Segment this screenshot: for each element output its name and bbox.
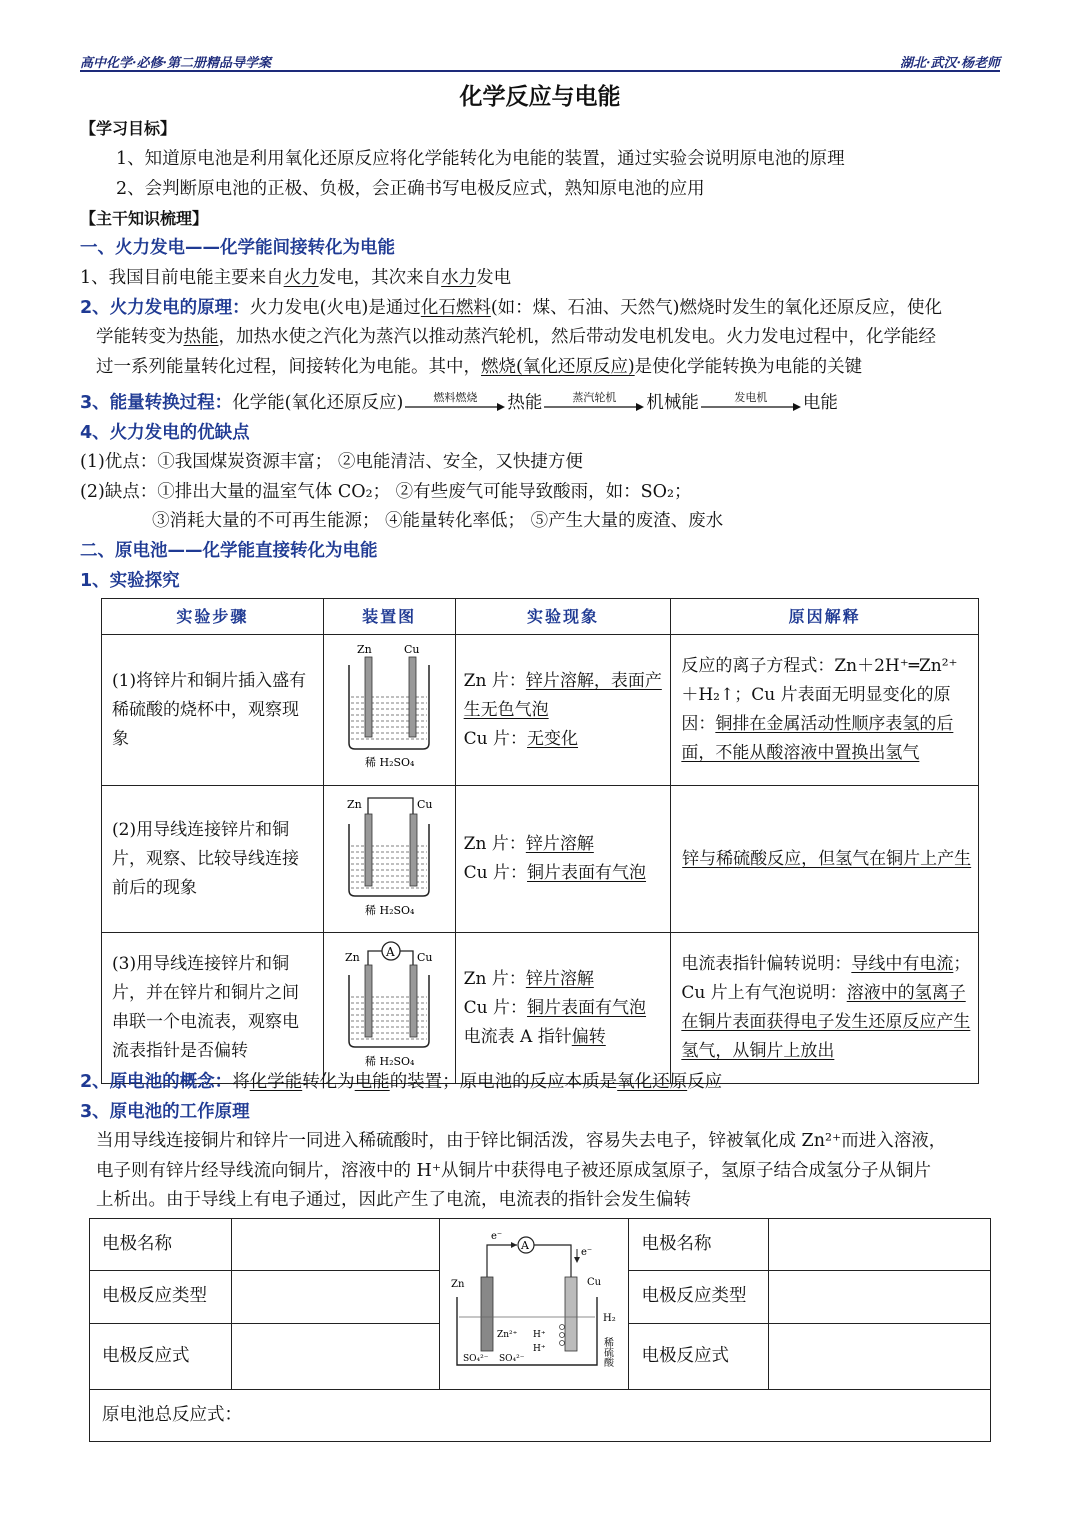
section-1-title: 一、火力发电——化学能间接转化为电能: [80, 238, 395, 258]
svg-text:Cu: Cu: [417, 798, 433, 811]
goal-item-2: 2、会判断原电池的正极、负极，会正确书写电极反应式，熟知原电池的应用: [116, 179, 705, 199]
svg-text:稀 H₂SO₄: 稀 H₂SO₄: [365, 904, 415, 917]
table-row: [90, 1219, 991, 1271]
label-cell: 电极反应式: [90, 1323, 232, 1389]
apparatus-cell: [323, 786, 455, 933]
beaker-wired-icon: [329, 786, 449, 922]
goals-heading: 【学习目标】: [80, 119, 177, 138]
svg-text:H₂: H₂: [602, 1313, 616, 1324]
total-reaction-cell[interactable]: 原电池总反应式：: [90, 1390, 991, 1442]
arrow-icon: 蒸汽轮机: [544, 394, 644, 414]
svg-text:Zn: Zn: [345, 951, 360, 964]
table-row: [102, 933, 979, 1084]
knowledge-heading: 【主干知识梳理】: [80, 209, 209, 228]
experiment-table: [101, 598, 979, 1084]
section-2-title: 二、原电池——化学能直接转化为电能: [80, 541, 378, 561]
col-header: 原因解释: [671, 599, 979, 635]
label-cell: 电极反应类型: [629, 1271, 769, 1323]
svg-text:Zn: Zn: [357, 643, 372, 656]
step-cell: (1)将锌片和铜片插入盛有 稀硫酸的烧杯中，观察现象: [102, 635, 324, 786]
svg-text:Zn: Zn: [347, 798, 362, 811]
principle-line-1: 当用导线连接铜片和锌片一同进入稀硫酸时，由于锌比铜活泼，容易失去电子，锌被氧化成 Zn²⁺而进入溶液，: [96, 1131, 947, 1151]
svg-text:稀 H₂SO₄: 稀 H₂SO₄: [365, 1055, 415, 1068]
svg-text:稀 H₂SO₄: 稀 H₂SO₄: [365, 756, 415, 769]
col-header: 实验步骤: [102, 599, 324, 635]
reason-cell: 反应的离子方程式：Zn＋2H⁺═Zn²⁺＋H₂↑；Cu 片表面无明显变化的原因：铜排在金属活动性顺序表氢的后面，不能从酸溶液中置换出氢气: [671, 635, 979, 786]
arrow-icon: 发电机: [701, 394, 801, 414]
answer-cell[interactable]: [231, 1323, 439, 1389]
svg-text:稀硫酸: 稀硫酸: [601, 1337, 613, 1367]
svg-text:A: A: [386, 945, 395, 959]
answer-cell[interactable]: [769, 1271, 991, 1323]
energy-conversion-chain: 3、能量转换过程：化学能(氧化还原反应) 燃料燃烧 热能 蒸汽轮机 机械能 发电机 电能: [80, 390, 838, 413]
svg-text:Zn: Zn: [450, 1279, 465, 1290]
phenomenon-cell: Zn 片：锌片溶解，表面产生无色气泡 Cu 片：无变化: [455, 635, 671, 786]
page-header: [80, 52, 1000, 72]
electrode-table: [89, 1218, 991, 1442]
header-left: 高中化学·必修·第二册精品导学案: [80, 56, 272, 71]
beaker-zn-cu-icon: [329, 635, 449, 775]
label-cell: 电极反应类型: [90, 1271, 232, 1323]
principle-label: 3、原电池的工作原理: [80, 1102, 250, 1122]
concept-line: 2、原电池的概念：将化学能转化为电能的装置；原电池的反应本质是氧化还原反应: [80, 1072, 723, 1092]
table-row: [90, 1390, 991, 1442]
answer-cell[interactable]: [769, 1219, 991, 1271]
principle-line-2: 电子则有锌片经导线流向铜片，溶液中的 H⁺从铜片中获得电子被还原成氢原子，氢原子结合成氢分子从铜片: [96, 1161, 932, 1181]
label-cell: 电极名称: [90, 1219, 232, 1271]
table-row: [102, 786, 979, 933]
answer-cell[interactable]: [231, 1271, 439, 1323]
table-header-row: [102, 599, 979, 635]
sec1-point-2-line2: 学能转变为热能，加热水使之汽化为蒸汽以推动蒸汽轮机，然后带动发电机发电。火力发电过程中，化学能经: [96, 327, 936, 347]
apparatus-cell: [323, 933, 455, 1084]
cons-line-1: (2)缺点：①排出大量的温室气体 CO₂； ②有些废气可能导致酸雨，如：SO₂；: [80, 482, 692, 502]
svg-text:Cu: Cu: [586, 1277, 602, 1288]
svg-text:e⁻: e⁻: [580, 1247, 593, 1258]
svg-text:H⁺: H⁺: [532, 1330, 546, 1340]
label-cell: 电极名称: [629, 1219, 769, 1271]
arrow-icon: 燃料燃烧: [405, 394, 505, 414]
step-cell: (2)用导线连接锌片和铜片，观察、比较导线连接前后的现象: [102, 786, 324, 933]
galvanic-cell-diagram: [439, 1219, 629, 1390]
sec1-point-4-title: 4、火力发电的优缺点: [80, 423, 250, 443]
pros-line: (1)优点：①我国煤炭资源丰富； ②电能清洁、安全，又快捷方便: [80, 452, 583, 472]
svg-text:Cu: Cu: [417, 951, 433, 964]
col-header: 装置图: [323, 599, 455, 635]
experiment-label: 1、实验探究: [80, 571, 180, 591]
galvanic-cell-icon: [441, 1219, 627, 1379]
answer-cell[interactable]: [231, 1219, 439, 1271]
sec1-point-1: 1、我国目前电能主要来自火力发电，其次来自水力发电: [80, 268, 512, 288]
svg-text:SO₄²⁻: SO₄²⁻: [498, 1354, 525, 1364]
cons-line-2: ③消耗大量的不可再生能源； ④能量转化率低； ⑤产生大量的废渣、废水: [152, 511, 724, 531]
step-cell: (3)用导线连接锌片和铜片，并在锌片和铜片之间串联一个电流表，观察电流表指针是否偏转: [102, 933, 324, 1084]
header-right: 湖北·武汉·杨老师: [899, 56, 1000, 71]
beaker-ammeter-icon: [329, 933, 449, 1073]
svg-text:Zn²⁺: Zn²⁺: [496, 1330, 518, 1340]
svg-text:e⁻: e⁻: [490, 1231, 503, 1242]
phenomenon-cell: Zn 片：锌片溶解 Cu 片：铜片表面有气泡 电流表 A 指针偏转: [455, 933, 671, 1084]
table-row: [102, 635, 979, 786]
answer-cell[interactable]: [769, 1323, 991, 1389]
svg-text:SO₄²⁻: SO₄²⁻: [462, 1354, 489, 1364]
page-title: 化学反应与电能: [459, 84, 621, 110]
label-cell: 电极反应式: [629, 1323, 769, 1389]
sec1-point-2-line1: 2、火力发电的原理：火力发电(火电)是通过化石燃料(如：煤、石油、天然气)燃烧时发生的氧化还原反应，使化: [80, 298, 942, 318]
apparatus-cell: [323, 635, 455, 786]
svg-text:Cu: Cu: [404, 643, 420, 656]
reason-cell: 锌与稀硫酸反应，但氢气在铜片上产生: [671, 786, 979, 933]
sec1-point-2-line3: 过一系列能量转化过程，间接转化为电能。其中，燃烧(氧化还原反应)是使化学能转换为电能的关键: [96, 357, 863, 377]
reason-cell: 电流表指针偏转说明：导线中有电流；Cu 片上有气泡说明：溶液中的氢离子在铜片表面获得电子发生还原反应产生氢气，从铜片上放出: [671, 933, 979, 1084]
svg-text:H⁺: H⁺: [532, 1344, 546, 1354]
goal-item-1: 1、知道原电池是利用氧化还原反应将化学能转化为电能的装置，通过实验会说明原电池的原理: [116, 149, 845, 169]
phenomenon-cell: Zn 片：锌片溶解 Cu 片：铜片表面有气泡: [455, 786, 671, 933]
principle-line-3: 上析出。由于导线上有电子通过，因此产生了电流，电流表的指针会发生偏转: [96, 1190, 691, 1210]
svg-text:A: A: [520, 1239, 529, 1252]
col-header: 实验现象: [455, 599, 671, 635]
